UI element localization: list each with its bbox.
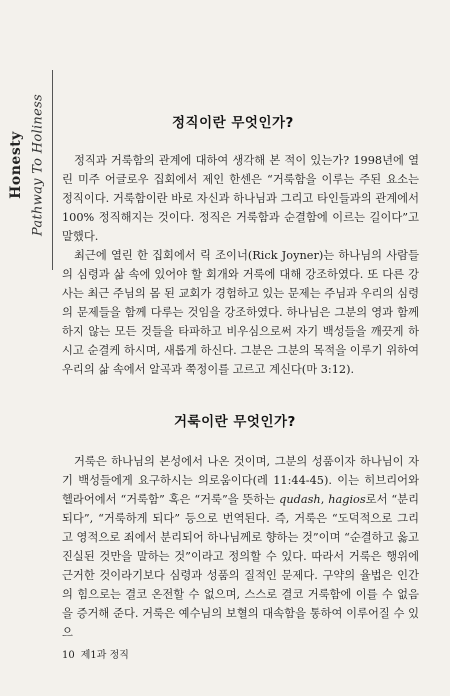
page-number: 10 xyxy=(62,650,75,661)
paragraph-text: 거룩은 하나님의 본성에서 나온 것이며, 그분의 성품이자 하나님이 자기 백성들에게 요구하시는 의로움이다(레 11:44-45). 이는 히브리어와 헬라어에서 “거룩함” 혹은 “거룩”을 뜻하는 xyxy=(62,455,419,506)
hebrew-term: qudash xyxy=(279,493,321,506)
section-heading-honesty: 정직이란 무엇인가? xyxy=(172,115,294,131)
running-head-title: Honesty xyxy=(8,131,24,199)
paragraph-text: 로서 “분리되다”, “거룩하게 되다” 등으로 번역된다. 즉, 거룩은 “도덕적으로 그리고 영적으로 죄에서 분리되어 하나님께로 향하는 것”이며 “순결하고 옳고 진실된 것만을 말하는 것”이라고 정의할 수 있다. 따라서 거룩은 행위에 근거한 것이라기보다 심령과 성품의 질적인 문제다. 구약의 율법은 인간의 힘으로는 결코 온전할 수 없으며, 스스로 결코 거룩함에 이를 수 없음을 증거해 준다. 거룩은 예수님의 보혈의 대속함을 통하여 이루어질 수 있으 xyxy=(62,493,419,639)
section-body-holiness xyxy=(62,452,419,642)
paragraph: 최근에 열린 한 집회에서 릭 조이너(Rick Joyner)는 하나님의 사람들의 심령과 삶 속에 있어야 할 회개와 거룩에 대해 강조하였다. 또 다른 강사는 최근 주님의 몸 된 교회가 경험하고 있는 문제는 주님과 우리의 심령의 문제들을 함께 다루는 것임을 강조하였다. 하나님은 그분의 영과 함께하지 않는 모든 것들을 타파하고 비우심으로써 자기 백성들을 깨끗게 하시고 순결케 하시며, 새롭게 하신다. 그분은 그분의 목적을 이루기 위하여 우리의 삶 속에서 알곡과 쭉정이를 고르고 계신다(마 3:12). xyxy=(62,249,419,376)
running-head-subtitle: Pathway To Holiness xyxy=(30,93,46,237)
paragraph xyxy=(62,452,419,642)
page-footer xyxy=(62,646,135,661)
running-head-vertical xyxy=(10,60,54,270)
section-heading-holiness: 거룩이란 무엇인가? xyxy=(174,414,296,430)
section-body-honesty xyxy=(62,151,419,379)
running-head-rule xyxy=(52,70,53,270)
chapter-label: 제1과 정직 xyxy=(80,650,129,661)
paragraph-text: , xyxy=(320,493,329,506)
greek-term: hagios xyxy=(328,493,366,506)
paragraph: 정직과 거룩함의 관계에 대하여 생각해 본 적이 있는가? 1998년에 열린 미주 어글로우 집회에서 제인 한센은 “거룩함을 이루는 주된 요소는 정직이다. 거룩함이란 바로 자신과 하나님과 그리고 타인들과의 관계에서 100% 정직해지는 것이다. 정직은 거룩함과 순결함에 이르는 길이다”고 말했다. xyxy=(62,154,419,243)
